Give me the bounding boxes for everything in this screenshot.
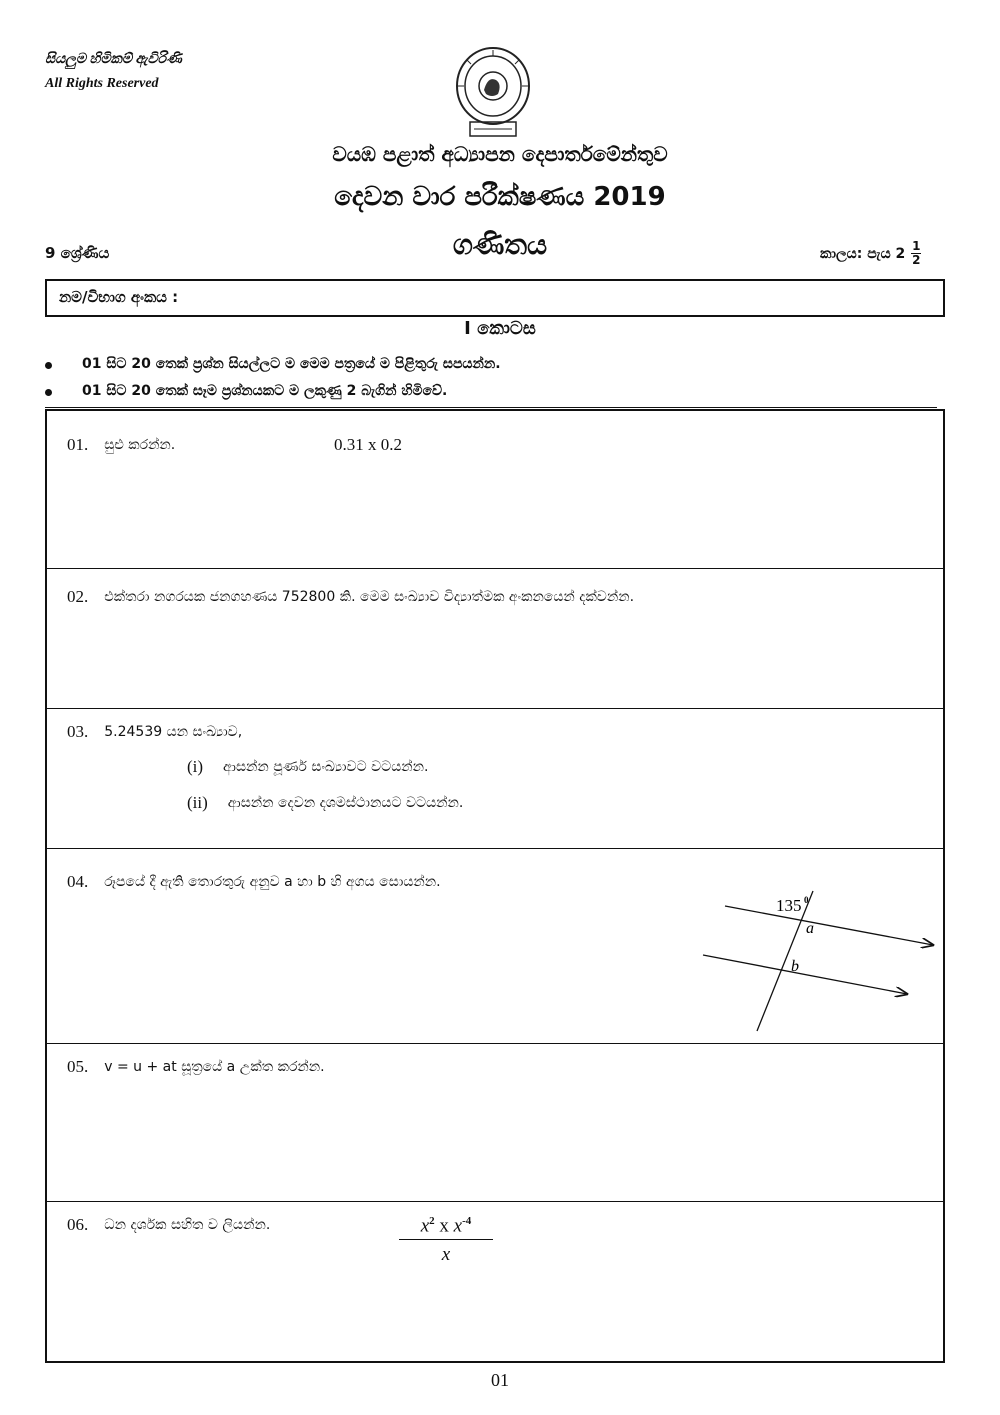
question-1 xyxy=(67,435,175,455)
part-label: (i) xyxy=(187,757,204,776)
numerator-exponent-1: 2 xyxy=(429,1215,435,1227)
rights-notice xyxy=(45,48,182,96)
parallel-lines-diagram xyxy=(697,881,937,1036)
question-3-part-ii xyxy=(187,793,463,813)
grade-label: 9 ශ්‍රේණිය xyxy=(45,244,110,262)
question-text: ධන දර්ශක සහිත ව ලියන්න. xyxy=(104,1217,271,1233)
questions-box xyxy=(45,409,945,1363)
part-text: ආසන්න දෙවන දශමස්ථානයට වටයන්න. xyxy=(227,795,464,811)
question-divider xyxy=(47,1043,943,1044)
question-3-part-i xyxy=(187,757,428,777)
numerator-base-1: x xyxy=(420,1215,430,1237)
rights-english: All Rights Reserved xyxy=(45,76,159,91)
degree-symbol: 0 xyxy=(804,895,809,905)
question-3 xyxy=(67,722,242,742)
part-text: ආසන්න පූර්ණ සංඛ්‍යාවට වටයන්න. xyxy=(223,759,429,775)
question-6-fraction xyxy=(399,1215,493,1266)
question-divider xyxy=(47,708,943,709)
question-divider xyxy=(47,1201,943,1202)
angle-a-label: a xyxy=(806,920,814,937)
question-number: 02. xyxy=(67,587,89,606)
question-text: සුළු කරන්න. xyxy=(104,437,176,453)
angle-b-label: b xyxy=(791,958,799,975)
instruction-item xyxy=(45,383,447,399)
question-2 xyxy=(67,587,634,607)
rights-sinhala: සියලුම හිමිකම් ඇවිරිණි xyxy=(45,52,182,67)
name-field[interactable] xyxy=(45,279,945,317)
question-text: 5.24539 යන සංඛ්‍යාව, xyxy=(104,724,243,740)
question-number: 04. xyxy=(67,872,89,891)
instruction-text: 01 සිට 20 තෙක් සෑම ප්‍රශ්නයකට ම ලකුණු 2 බැගින් හිමිවේ. xyxy=(82,383,448,399)
instruction-text: 01 සිට 20 තෙක් ප්‍රශ්න සියල්ලට ම මෙම පත්‍රයේ ම පිළිතුරු සපයන්න. xyxy=(82,356,501,372)
part-title: I කොටස xyxy=(464,318,536,339)
fraction-denominator xyxy=(399,1240,493,1266)
angle-label: 135 xyxy=(776,896,802,915)
time-fraction-numerator: 1 xyxy=(912,239,921,253)
time-fraction-denominator: 2 xyxy=(912,253,921,267)
divider xyxy=(45,407,937,408)
time-fraction xyxy=(911,240,921,267)
question-number: 05. xyxy=(67,1057,89,1076)
bullet-icon xyxy=(45,389,52,396)
numerator-exponent-2: -4 xyxy=(462,1215,472,1227)
instruction-item xyxy=(45,356,501,372)
parallel-line-bottom xyxy=(703,955,907,994)
question-1-expression: 0.31 x 0.2 xyxy=(334,435,402,454)
question-text: එක්තරා නගරයක ජනගහණය 752800 කි. මෙම සංඛ්‍යාව විද්‍යාත්මක අංකනයෙන් දක්වන්න. xyxy=(104,589,635,605)
question-4 xyxy=(67,872,441,892)
name-field-label: නම/විභාග අංකය : xyxy=(59,288,179,306)
numerator-base-2: x xyxy=(453,1215,463,1237)
department-title: වයඹ පළාත් අධ්‍යාපන දෙපාර්තමේන්තුව xyxy=(332,142,668,166)
time-label: කාලය: පැය 2 xyxy=(820,245,906,262)
question-number: 06. xyxy=(67,1215,89,1234)
question-divider xyxy=(47,848,943,849)
question-text: v = u + at සූත්‍රයේ a උක්ත කරන්න. xyxy=(104,1059,325,1075)
subject-title: ගණිතය xyxy=(452,228,548,261)
exam-title: දෙවන වාර පරීක්ෂණය 2019 xyxy=(334,182,666,212)
question-5 xyxy=(67,1057,325,1077)
question-divider xyxy=(47,568,943,569)
part-label: (ii) xyxy=(187,793,208,812)
question-6 xyxy=(67,1215,270,1235)
denominator-base: x xyxy=(441,1244,451,1266)
government-emblem-icon xyxy=(452,46,534,142)
parallel-line-top xyxy=(725,906,933,945)
bullet-icon xyxy=(45,362,52,369)
multiply-sign: x xyxy=(434,1215,454,1237)
question-text: රූපයේ දී ඇති තොරතුරු අනුව a හා b හි අගය සොයන්න. xyxy=(104,874,441,890)
page-number: 01 xyxy=(491,1370,509,1390)
fraction-numerator xyxy=(399,1215,493,1240)
question-number: 01. xyxy=(67,435,89,454)
time-allowed xyxy=(820,240,921,267)
question-number: 03. xyxy=(67,722,89,741)
